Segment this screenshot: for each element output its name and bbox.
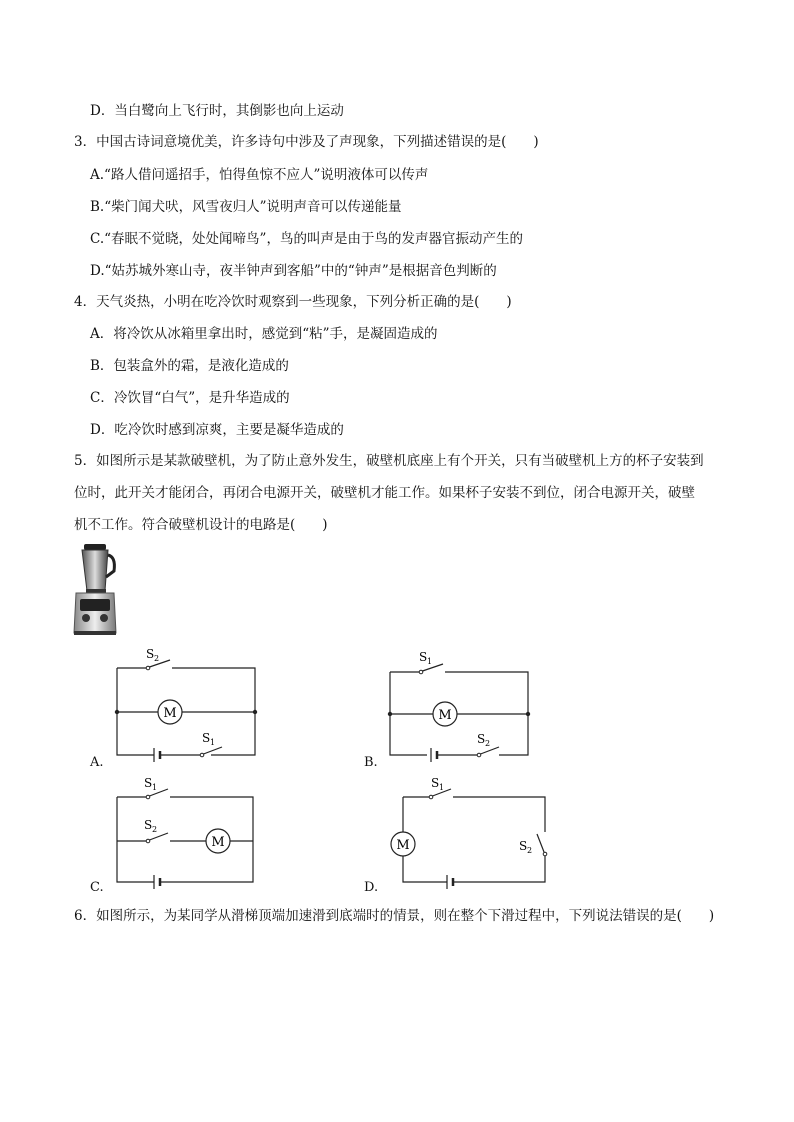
circuit-c xyxy=(110,772,270,897)
motor-label: M xyxy=(438,708,452,723)
blender-image xyxy=(70,543,120,637)
circuit-a-label: A. xyxy=(90,755,104,770)
q3-option-d: D.“姑苏城外寒山寺，夜半钟声到客船”中的“钟声”是根据音色判断的 xyxy=(90,263,497,279)
s2-label: S xyxy=(477,732,486,746)
circuit-d-label: D. xyxy=(364,880,379,895)
circuit-b xyxy=(383,645,543,770)
s1-subscript: 1 xyxy=(152,783,158,792)
s2-subscript: 2 xyxy=(527,846,533,855)
q4-option-a: A．将冷饮从冰箱里拿出时，感觉到“粘”手，是凝固造成的 xyxy=(90,326,438,342)
q4-option-d: D．吃冷饮时感到凉爽，主要是凝华造成的 xyxy=(90,422,344,438)
q5-stem-line2: 位时，此开关才能闭合，再闭合电源开关，破壁机才能工作。如果杯子安装不到位，闭合电源开关，破壁 xyxy=(74,485,695,501)
q6-stem: 6．如图所示，为某同学从滑梯顶端加速滑到底端时的情景，则在整个下滑过程中，下列说法错误的是( ) xyxy=(74,908,715,924)
q5-stem-line3: 机不工作。符合破壁机设计的电路是( ) xyxy=(74,517,328,533)
q4-option-c: C．冷饮冒“白气”，是升华造成的 xyxy=(90,390,290,406)
s2-label: S xyxy=(144,818,153,832)
s1-label: S xyxy=(144,776,153,790)
motor-label: M xyxy=(211,835,225,850)
s1-label: S xyxy=(431,776,440,790)
s1-subscript: 1 xyxy=(439,783,445,792)
s2-label: S xyxy=(146,647,155,661)
q2-option-d: D．当白鹭向上飞行时，其倒影也向上运动 xyxy=(90,103,344,119)
q3-option-b: B.“柴门闻犬吠，风雪夜归人”说明声音可以传递能量 xyxy=(90,199,402,215)
s2-subscript: 2 xyxy=(152,825,158,834)
q5-stem-line1: 5．如图所示是某款破壁机，为了防止意外发生，破壁机底座上有个开关，只有当破壁机上方的杯子安装到 xyxy=(74,453,704,469)
s2-label: S xyxy=(519,839,528,853)
s2-subscript: 2 xyxy=(485,739,491,748)
s1-label: S xyxy=(419,650,428,664)
s1-subscript: 1 xyxy=(427,657,433,666)
q3-option-c: C.“春眠不觉晓，处处闻啼鸟”，鸟的叫声是由于鸟的发声器官振动产生的 xyxy=(90,231,523,247)
q3-option-a: A.“路人借问遥招手，怕得鱼惊不应人”说明液体可以传声 xyxy=(90,167,429,183)
q4-option-b: B．包装盒外的霜，是液化造成的 xyxy=(90,358,289,374)
circuit-b-label: B. xyxy=(364,755,378,770)
s1-label: S xyxy=(202,731,211,745)
circuit-a xyxy=(110,645,270,770)
circuit-d xyxy=(383,772,553,897)
q4-stem: 4．天气炎热，小明在吃冷饮时观察到一些现象，下列分析正确的是( ) xyxy=(74,294,512,310)
motor-label: M xyxy=(163,706,177,721)
q3-stem: 3．中国古诗词意境优美，许多诗句中涉及了声现象，下列描述错误的是( ) xyxy=(74,134,539,150)
s2-subscript: 2 xyxy=(154,654,160,663)
motor-label: M xyxy=(396,838,410,853)
s1-subscript: 1 xyxy=(210,738,216,747)
circuit-c-label: C. xyxy=(90,880,104,895)
